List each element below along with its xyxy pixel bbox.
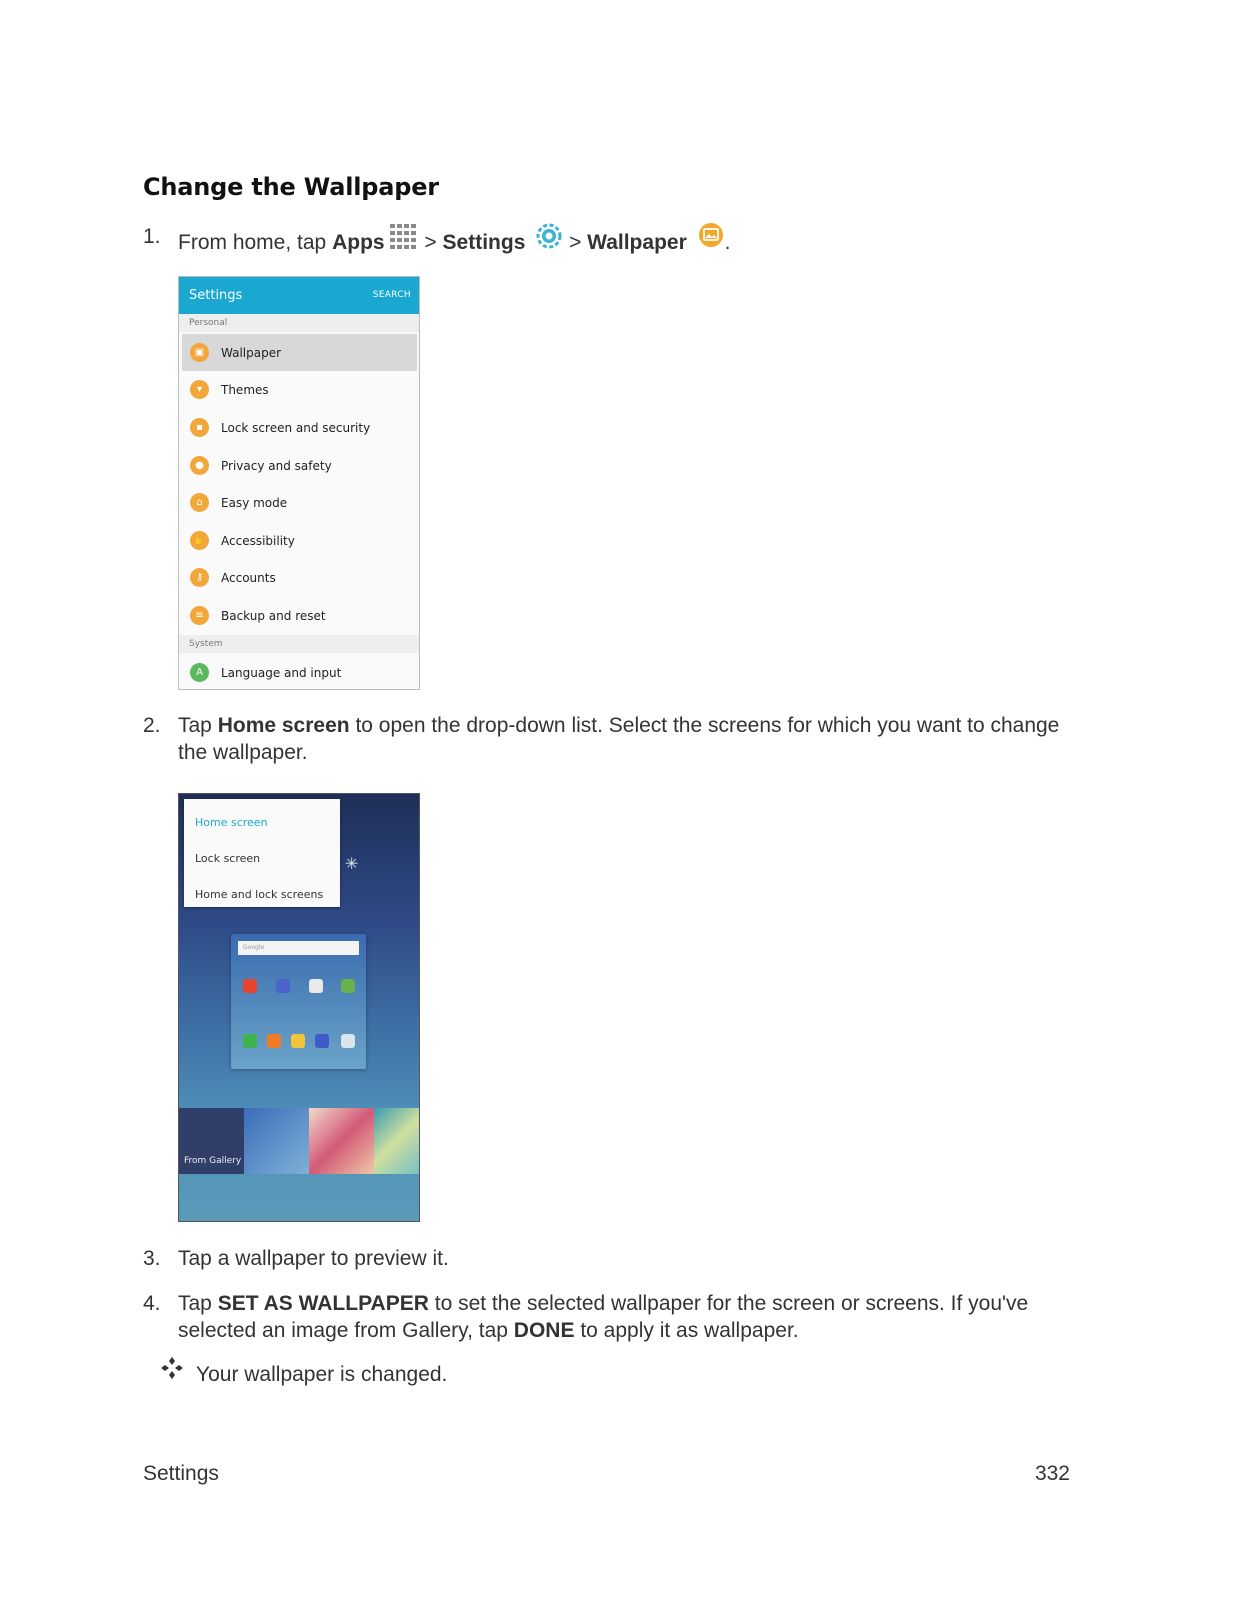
settings-item-language[interactable]: A Language and input — [179, 654, 419, 690]
messages-app-icon — [291, 1034, 305, 1048]
step-4 — [143, 1290, 1083, 1350]
result-bullet-icon — [160, 1356, 184, 1380]
settings-label: Settings — [442, 231, 526, 254]
settings-item-lock-screen[interactable]: ▪ Lock screen and security — [179, 409, 419, 446]
page-number: 332 — [1034, 1462, 1070, 1485]
settings-gear-icon — [535, 223, 563, 258]
phone-app-icon — [243, 1034, 257, 1048]
wallpaper-thumbnail[interactable] — [309, 1108, 374, 1174]
step-text: From home, tap Apps > Settings > Wallpaper . — [178, 223, 730, 258]
step-2 — [143, 712, 1083, 772]
step-number: 2. — [143, 714, 161, 737]
settings-title: Settings — [189, 288, 243, 303]
step-number: 3. — [143, 1247, 161, 1270]
section-personal: Personal — [179, 314, 419, 332]
search-button[interactable]: SEARCH — [372, 290, 411, 300]
step-text: Tap SET AS WALLPAPER to set the selected wallpaper for the screen or screens. If you've selected an image from Gallery, tap DONE to apply it as wallpaper. — [178, 1292, 1029, 1342]
footer-section: Settings — [143, 1462, 219, 1485]
camera-app-icon — [276, 979, 290, 993]
settings-item-themes[interactable]: ▾ Themes — [179, 371, 419, 408]
section-system: System — [179, 635, 419, 653]
result-text: Your wallpaper is changed. — [196, 1363, 448, 1386]
google-search-bar: Google — [238, 941, 359, 955]
settings-screenshot — [178, 276, 420, 690]
wallpaper-thumbnail[interactable] — [244, 1108, 309, 1174]
key-icon: ⚷ — [190, 568, 209, 587]
play-store-app-icon — [309, 979, 323, 993]
home-icon: ⌂ — [190, 493, 209, 512]
screen-dropdown-menu — [184, 799, 340, 907]
hand-icon: ✋ — [190, 531, 209, 550]
option-lock-screen[interactable]: Lock screen — [195, 852, 261, 865]
settings-item-easy-mode[interactable]: ⌂ Easy mode — [179, 484, 419, 521]
wallpaper-thumbnail[interactable] — [374, 1108, 419, 1174]
apps-app-icon — [341, 1034, 355, 1048]
gallery-thumbnail[interactable]: From Gallery — [179, 1108, 244, 1174]
settings-item-wallpaper[interactable]: ▣ Wallpaper — [182, 334, 417, 371]
settings-item-accessibility[interactable]: ✋ Accessibility — [179, 522, 419, 559]
settings-item-accounts[interactable]: ⚷ Accounts — [179, 559, 419, 596]
backup-icon: ≡ — [190, 606, 209, 625]
step-number: 1. — [143, 225, 161, 248]
language-icon: A — [190, 663, 209, 682]
image-icon: ▣ — [190, 343, 209, 362]
section-heading: Change the Wallpaper — [143, 173, 439, 201]
step-3 — [143, 1245, 943, 1275]
sparkle-icon: ✳ — [345, 854, 359, 873]
email-app-icon — [243, 979, 257, 993]
settings-item-privacy[interactable]: ● Privacy and safety — [179, 447, 419, 484]
wallpaper-thumbnails — [179, 1108, 419, 1174]
brush-icon: ▾ — [190, 380, 209, 399]
apps-label: Apps — [332, 231, 385, 254]
wallpaper-screenshot — [178, 793, 420, 1222]
step-1 — [143, 223, 943, 253]
settings-header — [179, 277, 419, 314]
option-home-screen[interactable]: Home screen — [195, 816, 268, 829]
step-number: 4. — [143, 1292, 161, 1315]
apps-grid-icon — [389, 223, 419, 258]
settings-item-backup[interactable]: ≡ Backup and reset — [179, 597, 419, 634]
lock-icon: ▪ — [190, 418, 209, 437]
person-icon: ● — [190, 456, 209, 475]
wallpaper-icon — [697, 223, 725, 258]
internet-app-icon — [315, 1034, 329, 1048]
contacts-app-icon — [267, 1034, 281, 1048]
step-text: Tap Home screen to open the drop-down list. Select the screens for which you want to change the wallpaper. — [178, 714, 1060, 764]
option-home-and-lock[interactable]: Home and lock screens — [195, 888, 324, 901]
wallpaper-label: Wallpaper — [587, 231, 687, 254]
step-text: Tap a wallpaper to preview it. — [178, 1247, 449, 1270]
home-screen-preview — [231, 934, 366, 1069]
google-folder-icon — [341, 979, 355, 993]
